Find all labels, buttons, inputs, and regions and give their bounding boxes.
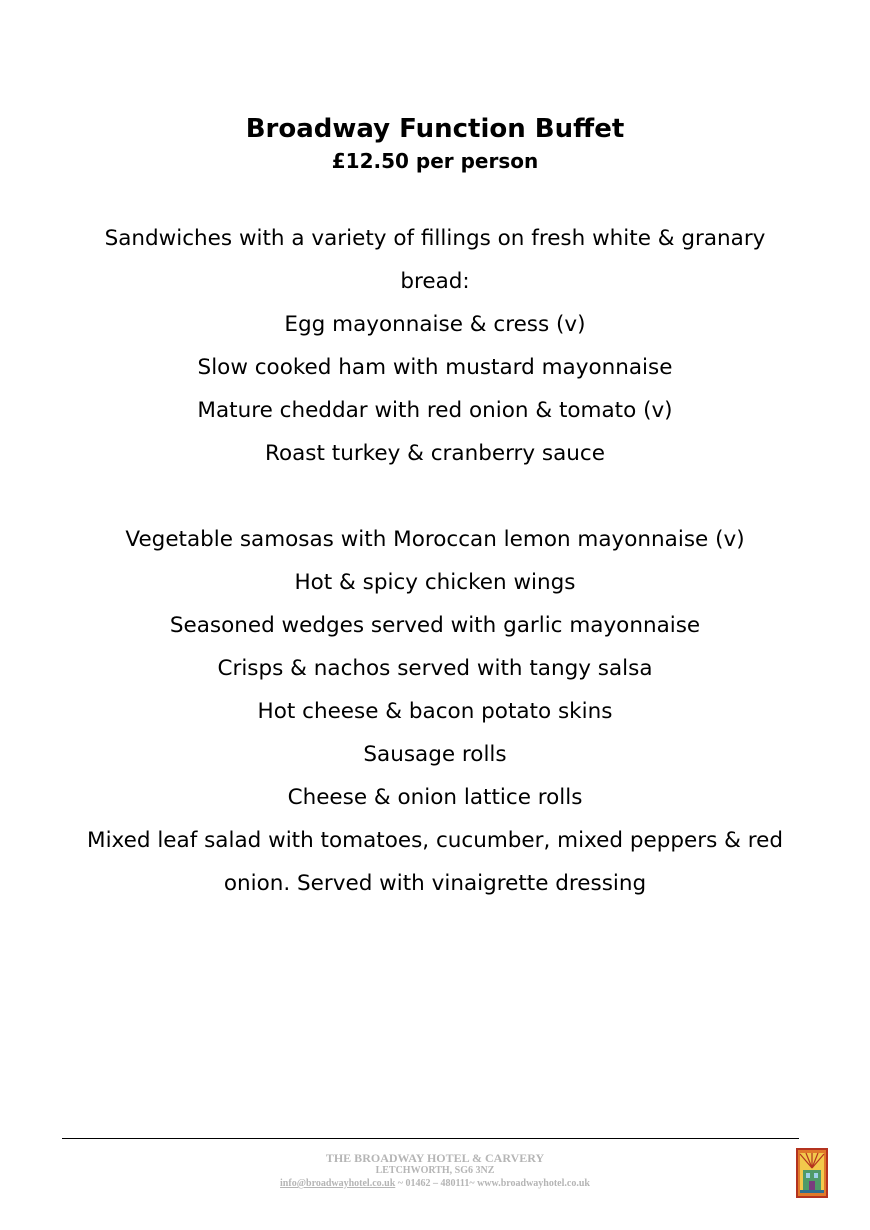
footer-divider: [62, 1138, 799, 1139]
sandwich-line: bread:: [400, 269, 470, 294]
sandwich-line: Mature cheddar with red onion & tomato (v): [197, 398, 673, 423]
sandwich-line: Slow cooked ham with mustard mayonnaise: [197, 355, 673, 380]
hotel-logo-icon: [796, 1148, 828, 1198]
footer-hotel-name: THE BROADWAY HOTEL & CARVERY: [325, 1151, 545, 1165]
buffet-line: onion. Served with vinaigrette dressing: [223, 871, 647, 896]
buffet-line: Cheese & onion lattice rolls: [287, 785, 583, 810]
buffet-line: Vegetable samosas with Moroccan lemon mayonnaise (v): [125, 527, 745, 552]
buffet-line: Hot & spicy chicken wings: [294, 570, 576, 595]
menu-price: £12.50 per person: [331, 149, 539, 173]
footer-contact-rest: ~ 01462 – 480111~ www.broadwayhotel.co.uk: [395, 1178, 590, 1189]
sandwich-line: Roast turkey & cranberry sauce: [265, 441, 605, 466]
footer-contact: [0, 1178, 870, 1190]
sandwich-line: Sandwiches with a variety of fillings on fresh white & granary: [104, 226, 766, 251]
buffet-line: Sausage rolls: [363, 742, 507, 767]
footer-address: LETCHWORTH, SG6 3NZ: [375, 1165, 495, 1176]
sandwich-line: Egg mayonnaise & cress (v): [284, 312, 586, 337]
menu-title: Broadway Function Buffet: [245, 114, 625, 144]
buffet-line: Crisps & nachos served with tangy salsa: [217, 656, 653, 681]
buffet-line: Mixed leaf salad with tomatoes, cucumber, mixed peppers & red: [87, 828, 783, 853]
footer-email-link[interactable]: info@broadwayhotel.co.uk: [280, 1178, 396, 1189]
buffet-line: Hot cheese & bacon potato skins: [257, 699, 613, 724]
buffet-line: Seasoned wedges served with garlic mayonnaise: [169, 613, 701, 638]
